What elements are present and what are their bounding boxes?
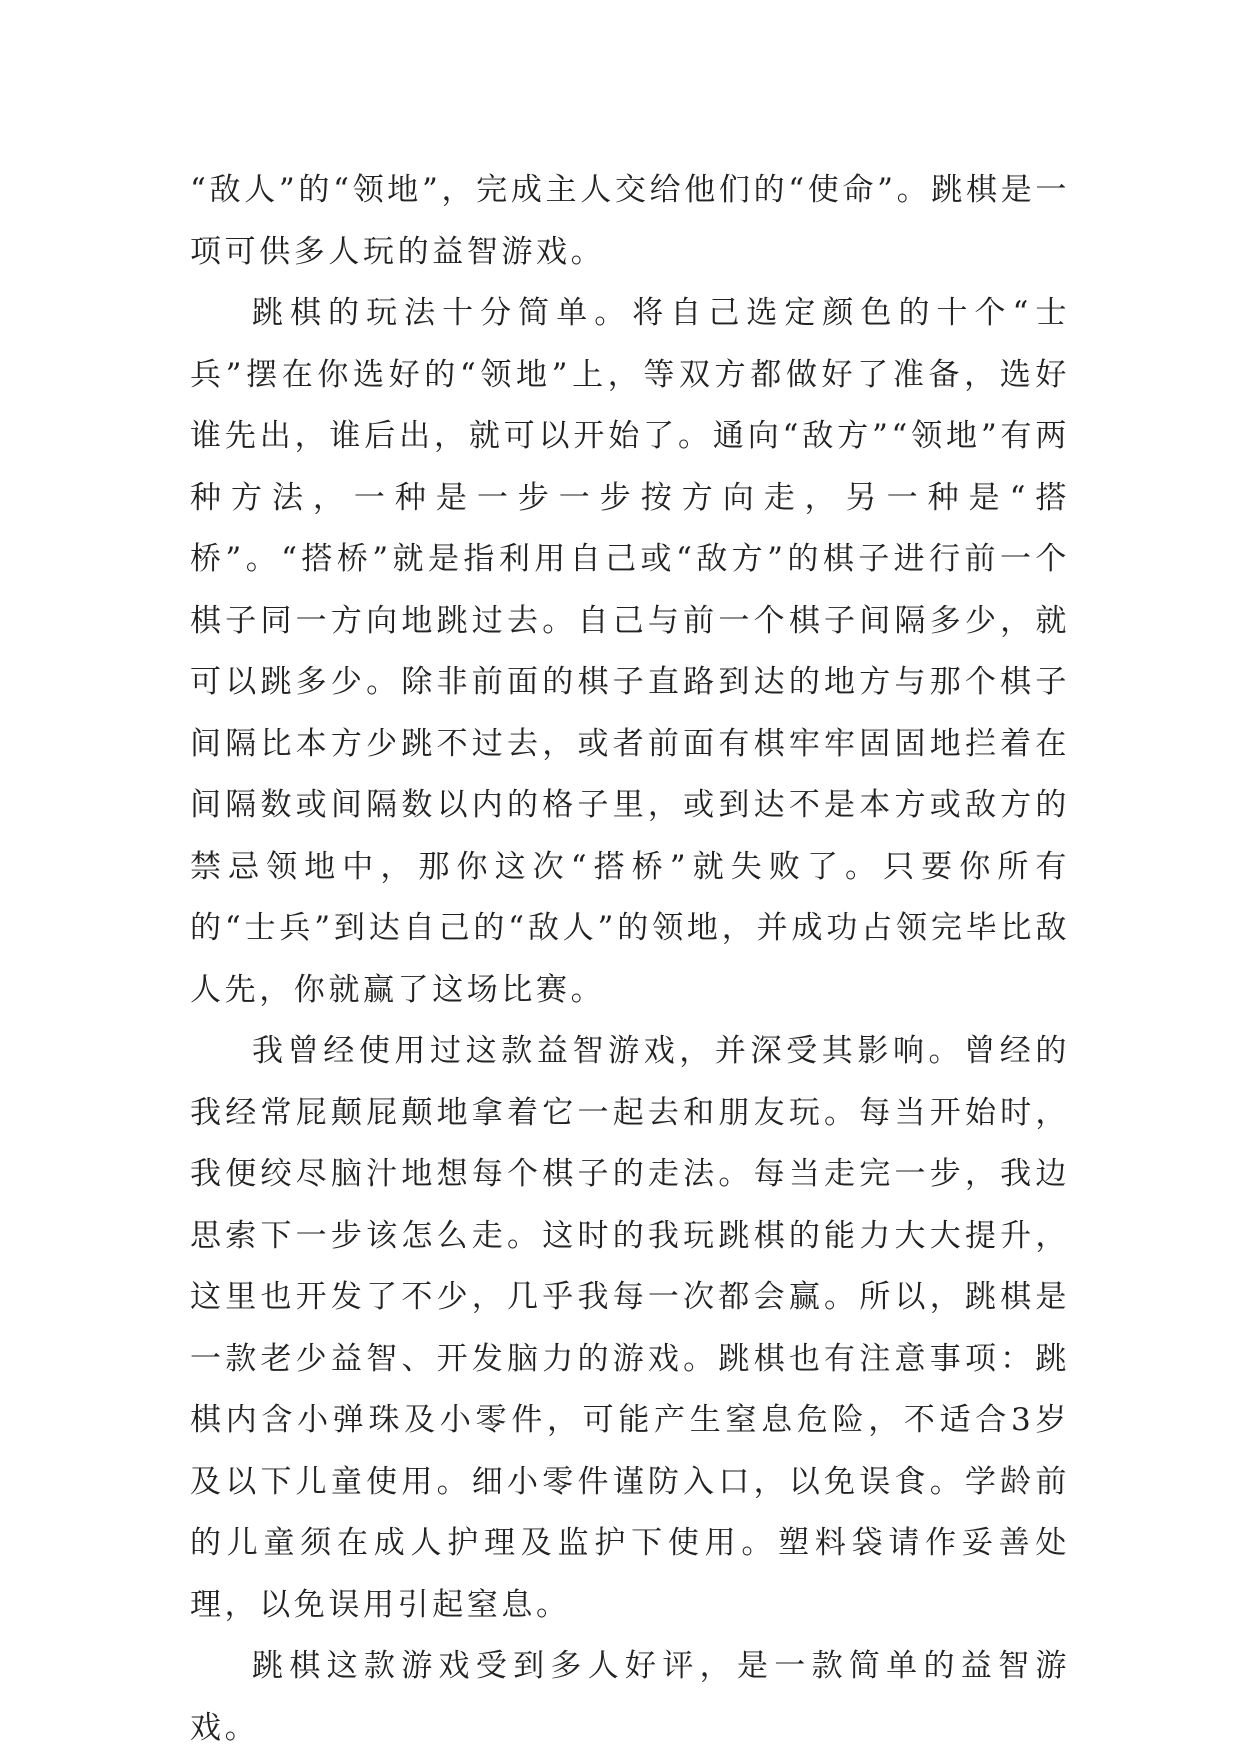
paragraph-3: 我曾经使用过这款益智游戏，并深受其影响。曾经的我经常屁颠屁颠地拿着它一起去和朋友玩。每当开始时，我便绞尽脑汁地想每个棋子的走法。每当走完一步，我边思索下一步该怎么走。这时的我玩跳棋的能力大大提升，这里也开发了不少，几乎我每一次都会赢。所以，跳棋是一款老少益智、开发脑力的游戏。跳棋也有注意事项：跳棋内含小弹珠及小零件，可能产生窒息危险，不适合3岁及以下儿童使用。细小零件谨防入口，以免误食。学龄前的儿童须在成人护理及监护下使用。塑料袋请作妥善处理，以免误用引起窒息。 — [190, 1033, 1070, 1623]
paragraph-1: “敌人”的“领地”，完成主人交给他们的“使命”。跳棋是一项可供多人玩的益智游戏。 — [190, 172, 1070, 270]
paragraph-2: 跳棋的玩法十分简单。将自己选定颜色的十个“士兵”摆在你选好的“领地”上，等双方都做好了准备，选好谁先出，谁后出，就可以开始了。通向“敌方”“领地”有两种方法，一种是一步一步按方向走，另一种是“搭桥”。“搭桥”就是指利用自己或“敌方”的棋子进行前一个棋子同一方向地跳过去。自己与前一个棋子间隔多少，就可以跳多少。除非前面的棋子直路到达的地方与那个棋子间隔比本方少跳不过去，或者前面有棋牢牢固固地拦着在间隔数或间隔数以内的格子里，或到达不是本方或敌方的禁忌领地中，那你这次“搭桥”就失败了。只要你所有的“士兵”到达自己的“敌人”的领地，并成功占领完毕比敌人先，你就赢了这场比赛。 — [190, 295, 1070, 1008]
paragraph-4: 跳棋这款游戏受到多人好评，是一款简单的益智游戏。 — [190, 1648, 1070, 1746]
document-body — [190, 160, 1070, 1759]
